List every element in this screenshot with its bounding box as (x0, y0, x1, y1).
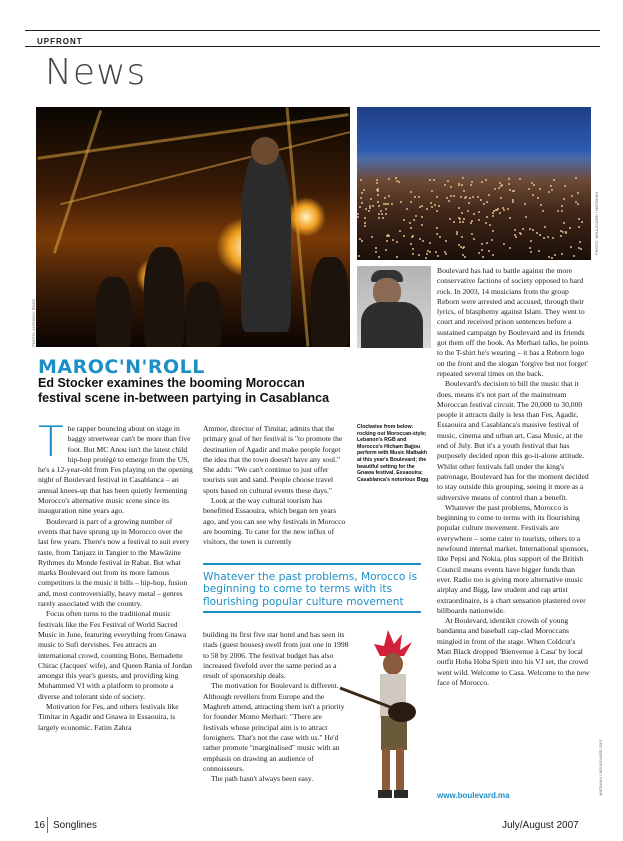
article-standfirst: Ed Stocker examines the booming Moroccan festival scene in-between partying in Casablanca (38, 376, 330, 405)
crowd-speck (530, 251, 532, 253)
crowd-speck (472, 196, 474, 198)
crowd-speck (410, 227, 412, 229)
crowd-speck (384, 197, 386, 199)
paragraph: he rapper bouncing about on stage in baggy streetwear can't be more than five foot. But MC Anou isn't the latest child hip-hop protégé to emerge from the US, he's a 12-year-old from Fes playing on the opening night of Boulevard festival in Casablanca – an annual knees-up that has been quietly fermenting Morocco's alternative music scene since its inauguration nine years ago. (38, 424, 193, 516)
crowd-speck (415, 215, 417, 217)
crowd-speck (530, 240, 532, 242)
crowd-speck (382, 217, 384, 219)
crowd-speck (478, 211, 480, 213)
crowd-speck (548, 256, 550, 258)
crowd-speck (491, 239, 493, 241)
paragraph: Look at the way cultural tourism has benefitted Essaouira, which began ten years ago, and you can see why festivals in Morocco are booming. To cater for the new influx of visitors, the town is currently (203, 496, 346, 547)
crowd-speck (515, 236, 517, 238)
crowd-speck (370, 198, 372, 200)
crowd-speck (497, 208, 499, 210)
paragraph: Whatever the past problems, Morocco is beginning to come to terms with its flourishing popular culture movement. Festivals are everywhere – some cater to tourists, others to a newfound internal market. International sponsors, like Pepsi and Nokia, plus support of the British Council means events have bigger funds than ever. Radio too is giving more alternative music airplay and Bigg, law student and rap artist extraordinaire, is a chart sensation plastered over billboards nationwide. (437, 502, 589, 615)
crowd-speck (514, 234, 516, 236)
crowd-speck (561, 253, 563, 255)
crowd-speck (375, 247, 377, 249)
crowd-speck (360, 197, 362, 199)
crowd-speck (507, 208, 509, 210)
paragraph: Motivation for Fes, and others festivals like Timitar in Agadir and Gnawa in Essaouira, is largely economic. Fatim Zahra (38, 702, 179, 732)
crowd-speck (429, 251, 431, 253)
crowd-speck (421, 224, 423, 226)
crowd-speck (482, 256, 484, 258)
crowd-speck (421, 216, 423, 218)
crowd-speck (377, 194, 379, 196)
crowd-speck (376, 179, 378, 181)
column-1 (38, 417, 193, 733)
crowd-speck (429, 242, 431, 244)
crowd-speck (503, 243, 505, 245)
crowd-speck (544, 226, 546, 228)
crowd-speck (514, 229, 516, 231)
crowd-speck (499, 182, 501, 184)
crowd-speck (471, 233, 473, 235)
crowd-speck (383, 203, 385, 205)
column-3 (437, 266, 590, 688)
crowd-speck (388, 195, 390, 197)
crowd-speck (571, 195, 573, 197)
crowd-speck (467, 210, 469, 212)
crowd-speck (406, 208, 408, 210)
crowd-speck (578, 226, 580, 228)
crowd-speck (469, 197, 471, 199)
paragraph: The motivation for Boulevard is different. Although revellers from Europe and the Maghreb attend, attracting them isn't a priority for founder Momo Merhari: "There are festivals whose principal aim is to attract foreigners. That's not the case with us." He'd rather promote "marginalised" music with an emphasis on drawing an audience of connoisseurs. (203, 681, 345, 773)
crowd-speck (433, 179, 435, 181)
crowd-speck (429, 179, 431, 181)
crowd-speck (513, 190, 515, 192)
crowd-speck (412, 253, 414, 255)
crowd-speck (357, 216, 359, 218)
crowd-speck (392, 239, 394, 241)
crowd-speck (483, 203, 485, 205)
crowd-speck (539, 188, 541, 190)
crowd-speck (458, 217, 460, 219)
crowd-speck (431, 206, 433, 208)
crowd-speck (357, 213, 359, 215)
crowd-speck (378, 256, 380, 258)
crowd-speck (418, 196, 420, 198)
crowd-speck (396, 256, 398, 258)
crowd-speck (494, 188, 496, 190)
column-2-top (203, 424, 349, 548)
crowd-speck (473, 213, 475, 215)
crowd-speck (539, 234, 541, 236)
crowd-speck (537, 197, 539, 199)
section-label: UPFRONT (37, 37, 83, 46)
crowd-speck (419, 238, 421, 240)
issue-date: July/August 2007 (502, 820, 579, 831)
crowd-speck (396, 241, 398, 243)
crowd-speck (463, 246, 465, 248)
crowd-speck (412, 248, 414, 250)
crowd-speck (399, 230, 401, 232)
crowd-speck (509, 217, 511, 219)
crowd-speck (421, 205, 423, 207)
crowd-speck (450, 186, 452, 188)
paragraph: Boulevard is part of a growing number of events that have sprung up in Morocco over the last few years. There's now a festival to suit every taste, from Tanjazz in Tangier to the Mawâzine Rythmes du Monde festival in Rabat. But what marks Boulevard out from its more famous competitors is the music it bills – hip-hop, fusion and, most controversially, heavy metal – genres rarely associated with the country. (38, 516, 190, 609)
crowd-speck (431, 190, 433, 192)
crowd-speck (400, 201, 402, 203)
crowd-speck (473, 238, 475, 240)
crowd-speck (410, 191, 412, 193)
crowd-speck (361, 192, 363, 194)
crowd-speck (364, 217, 366, 219)
crowd-speck (414, 196, 416, 198)
crowd-speck (481, 249, 483, 251)
crowd-speck (445, 253, 447, 255)
paragraph: At Boulevard, identikit crowds of young bandanna and baseball cap-clad Moroccans mingled in front of the stage. When Coldcut's Matt Black dropped 'Bienvenue à Casa' by local outfit Hoba Hoba Spirit into his VJ set, the crowd went wild. Welcome to Casa. Welcome to the new face of Morocco. (437, 616, 590, 687)
crowd-speck (425, 257, 427, 259)
crowd-speck (470, 184, 472, 186)
crowd-speck (385, 249, 387, 251)
crowd-speck (461, 212, 463, 214)
crowd-speck (553, 179, 555, 181)
crowd-speck (569, 227, 571, 229)
crowd-speck (478, 219, 480, 221)
crowd-speck (361, 240, 363, 242)
crowd-speck (554, 254, 556, 256)
paragraph: Focus often turns to the traditional music festivals like the Fes Festival of World Sacred Music in June, featuring everything from Gnawa music to Sufi dervishes. Fes attracts an international crowd, counting Bono, Bernadette Chirac (Jacques' wife), and Queen Rania of Jordan amongst this year's guests, and providing king Mohammed VI with a platform to promote a diverse and tolerant side of society. (38, 609, 193, 701)
page-number: 16 (34, 820, 46, 831)
crowd-speck (508, 183, 510, 185)
crowd-speck (377, 201, 379, 203)
column-2-bottom (203, 630, 349, 784)
crowd-speck (437, 255, 439, 257)
crowd-speck (528, 188, 530, 190)
crowd-speck (445, 240, 447, 242)
crowd-speck (459, 221, 461, 223)
crowd-speck (386, 240, 388, 242)
crowd-speck (463, 218, 465, 220)
crowd-speck (552, 237, 554, 239)
crowd-speck (430, 202, 432, 204)
crowd-speck (380, 210, 382, 212)
crowd-speck (364, 225, 366, 227)
crowd-speck (578, 218, 580, 220)
crowd-speck (503, 209, 505, 211)
crowd-speck (412, 235, 414, 237)
top-rule (25, 30, 600, 31)
crowd-speck (563, 198, 565, 200)
crowd-speck (488, 194, 490, 196)
crowd-speck (533, 184, 535, 186)
paragraph: building its first five star hotel and has seen its riads (guest houses) swell from just one in 1998 to 58 by 2006. The festival budget has also increased fivefold over the same period as a result of sponsorship deals. (203, 630, 349, 681)
crowd-speck (561, 210, 563, 212)
crowd-speck (381, 213, 383, 215)
photo-credit-main: PHOTO: ANTHONY ROSS (31, 298, 36, 347)
crowd-speck (573, 255, 575, 257)
crowd-speck (525, 216, 527, 218)
crowd-speck (550, 185, 552, 187)
crowd-speck (462, 221, 464, 223)
crowd-speck (436, 227, 438, 229)
crowd-speck (460, 196, 462, 198)
crowd-speck (485, 222, 487, 224)
crowd-speck (388, 178, 390, 180)
crowd-speck (458, 207, 460, 209)
pull-quote: Whatever the past problems, Morocco is beginning to come to terms with its flourishing popular culture movement (203, 571, 418, 608)
pullquote-rule-bottom (203, 611, 421, 613)
crowd-speck (438, 205, 440, 207)
crowd-speck (371, 236, 373, 238)
crowd-speck (391, 203, 393, 205)
crowd-speck (477, 196, 479, 198)
crowd-speck (395, 177, 397, 179)
section-rule (25, 46, 600, 47)
paragraph: Boulevard has had to battle against the more conservative factions of society opposed to hard rock. In 2003, 14 musicians from the group Reborn were arrested and accused, through their lyrics, of blasphemy against Islam. They went to court and received prison sentences before a sustained campaign by Boulevard and its friends got them off the hook. As Merhari talks, he points to the T-shirt he's wearing – it has a Reborn logo on the front and the slogan 'forgive but not forget' repeated several times on the back. (437, 266, 589, 378)
paragraph: Ammor, director of Timitar, admits that the primary goal of her festival is "to promote the destination of Agadir and make people forget the idea that the town doesn't have any soul." She adds: "We can't continue to just offer tourists sun and sand. People choose travel spots based on cultural events these days." (203, 424, 343, 495)
crowd-speck (575, 177, 577, 179)
magazine-name: Songlines (53, 820, 97, 831)
crowd-speck (486, 216, 488, 218)
crowd-speck (413, 219, 415, 221)
crowd-speck (464, 197, 466, 199)
crowd-speck (453, 221, 455, 223)
crowd-speck (436, 233, 438, 235)
crowd-speck (409, 222, 411, 224)
crowd-speck (450, 195, 452, 197)
crowd-speck (403, 219, 405, 221)
crowd-speck (375, 251, 377, 253)
crowd-speck (365, 208, 367, 210)
crowd-speck (378, 213, 380, 215)
crowd-speck (410, 243, 412, 245)
photo-credit-crowd: PHOTO: BOULEVARD / MATBAKH (594, 191, 599, 255)
footer-divider (47, 817, 48, 833)
crowd-speck (485, 179, 487, 181)
crowd-speck (444, 251, 446, 253)
crowd-photo (357, 107, 591, 260)
crowd-speck (499, 212, 501, 214)
crowd-speck (492, 212, 494, 214)
concert-photo (36, 107, 350, 347)
photo-credit-guitar: MATBAKH / BOULEVARD 2007 (598, 739, 603, 796)
crowd-speck (562, 231, 564, 233)
crowd-speck (446, 197, 448, 199)
crowd-speck (547, 236, 549, 238)
crowd-speck (481, 243, 483, 245)
crowd-speck (480, 199, 482, 201)
crowd-speck (492, 215, 494, 217)
crowd-speck (478, 252, 480, 254)
crowd-speck (378, 205, 380, 207)
guitarist-photo (338, 628, 442, 808)
crowd-speck (522, 228, 524, 230)
crowd-speck (509, 247, 511, 249)
crowd-speck (551, 257, 553, 259)
crowd-speck (378, 217, 380, 219)
crowd-speck (561, 205, 563, 207)
paragraph: Boulevard's decision to bill the music that it does, means it's not part of the mainstream Moroccan festival circuit. The 20,000 to 30,000 people it attracts daily is less than Fes, Agadir, Essaouira and Casablanca's massive festival of music, cinema and urban art, Casa Music, at the end of July. But it's a youth festival that has purposely decided upon this go-it-alone attitude. Whilst other festivals fall under the king's patronage, Boulevard has for the moment decided to stay outside this grouping, seeing it more as a subversive means of control than a benefit. (437, 379, 589, 502)
crowd-speck (385, 208, 387, 210)
crowd-speck (436, 210, 438, 212)
section-title: News (45, 52, 147, 93)
photo-caption: Clockwise from below: rocking out Moroccan-style; Lebanon's RGB and Morocco's Hicham Bajjou perform with Music Matbakh at this year's Boulevard; the beautiful setting for the Gnawa festival, Essaouira; Casablanca's notorious Bigg (357, 424, 429, 483)
crowd-speck (449, 218, 451, 220)
crowd-speck (468, 202, 470, 204)
crowd-speck (410, 201, 412, 203)
crowd-speck (461, 184, 463, 186)
crowd-speck (557, 210, 559, 212)
crowd-speck (360, 179, 362, 181)
crowd-speck (489, 224, 491, 226)
crowd-speck (564, 185, 566, 187)
crowd-speck (398, 181, 400, 183)
crowd-speck (396, 180, 398, 182)
crowd-speck (436, 196, 438, 198)
crowd-speck (565, 232, 567, 234)
article-headline: MAROC'N'ROLL (38, 356, 205, 378)
crowd-speck (376, 182, 378, 184)
crowd-speck (426, 253, 428, 255)
crowd-speck (488, 250, 490, 252)
crowd-speck (529, 247, 531, 249)
crowd-speck (519, 178, 521, 180)
crowd-speck (581, 221, 583, 223)
crowd-speck (369, 205, 371, 207)
crowd-speck (512, 201, 514, 203)
crowd-speck (524, 203, 526, 205)
crowd-speck (486, 242, 488, 244)
crowd-speck (361, 202, 363, 204)
crowd-speck (577, 203, 579, 205)
crowd-speck (500, 197, 502, 199)
crowd-speck (422, 240, 424, 242)
crowd-speck (358, 255, 360, 257)
crowd-speck (461, 236, 463, 238)
crowd-speck (426, 208, 428, 210)
festival-website-link[interactable]: www.boulevard.ma (437, 791, 510, 800)
crowd-speck (508, 178, 510, 180)
crowd-speck (464, 256, 466, 258)
drop-cap: T (38, 417, 64, 466)
crowd-speck (570, 246, 572, 248)
crowd-speck (403, 235, 405, 237)
crowd-speck (560, 235, 562, 237)
crowd-speck (500, 185, 502, 187)
crowd-speck (548, 191, 550, 193)
crowd-speck (359, 206, 361, 208)
crowd-speck (435, 251, 437, 253)
crowd-speck (462, 177, 464, 179)
crowd-speck (372, 205, 374, 207)
crowd-speck (385, 213, 387, 215)
crowd-speck (543, 237, 545, 239)
crowd-speck (364, 222, 366, 224)
crowd-speck (563, 222, 565, 224)
crowd-speck (470, 222, 472, 224)
crowd-speck (471, 181, 473, 183)
crowd-speck (486, 201, 488, 203)
crowd-speck (471, 220, 473, 222)
crowd-speck (532, 229, 534, 231)
paragraph: The path hasn't always been easy. (211, 774, 314, 784)
crowd-speck (387, 203, 389, 205)
crowd-speck (498, 187, 500, 189)
crowd-speck (492, 254, 494, 256)
crowd-speck (532, 194, 534, 196)
crowd-speck (529, 228, 531, 230)
crowd-speck (492, 230, 494, 232)
crowd-speck (481, 181, 483, 183)
crowd-speck (540, 204, 542, 206)
crowd-speck (456, 233, 458, 235)
crowd-speck (368, 210, 370, 212)
crowd-speck (579, 241, 581, 243)
crowd-speck (447, 180, 449, 182)
crowd-speck (551, 189, 553, 191)
singer-photo (357, 266, 431, 348)
crowd-speck (363, 189, 365, 191)
crowd-speck (580, 248, 582, 250)
crowd-speck (509, 189, 511, 191)
crowd-speck (538, 250, 540, 252)
crowd-speck (448, 200, 450, 202)
crowd-speck (542, 210, 544, 212)
crowd-speck (376, 189, 378, 191)
crowd-speck (444, 184, 446, 186)
crowd-speck (453, 195, 455, 197)
crowd-speck (463, 190, 465, 192)
crowd-speck (577, 192, 579, 194)
crowd-speck (439, 236, 441, 238)
crowd-speck (418, 254, 420, 256)
crowd-speck (434, 204, 436, 206)
